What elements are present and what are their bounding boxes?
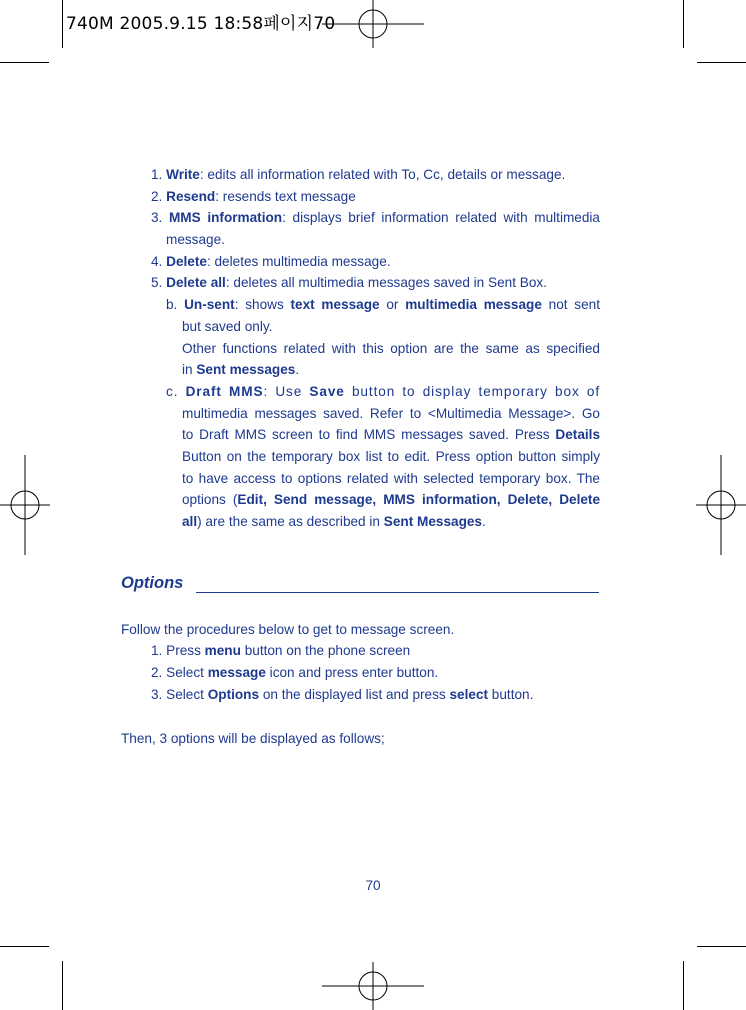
crop-mark [62,0,63,48]
registration-mark-right [696,455,746,555]
sub-item-draft-mms-line4: Button on the temporary box list to edit. Press option button simply [182,449,600,464]
procedure-step: 3. Select Options on the displayed list and press select button. [151,687,534,702]
registration-mark-left [0,455,50,555]
closing-text: Then, 3 options will be displayed as follows; [121,731,385,746]
crop-mark [697,62,746,63]
sub-item-un-sent-line4: in Sent messages. [182,362,300,377]
sub-item-draft-mms: c. Draft MMS: Use Save button to display temporary box of [166,384,600,399]
crop-mark [62,961,63,1010]
sub-item-draft-mms-line2: multimedia messages saved. Refer to <Multimedia Message>. Go [182,406,600,421]
procedure-step: 2. Select message icon and press enter button. [151,665,439,680]
options-heading: Options [121,574,184,592]
list-item-write: 1. Write: edits all information related with To, Cc, details or message. [151,167,566,182]
crop-mark [0,946,49,947]
procedure-intro: Follow the procedures below to get to message screen. [121,622,455,637]
crop-mark [683,0,684,48]
page-number: 70 [365,878,381,893]
list-item-delete: 4. Delete: deletes multimedia message. [151,254,391,269]
sub-item-draft-mms-line6: options (Edit, Send message, MMS information, Delete, Delete [182,492,600,507]
procedure-step: 1. Press menu button on the phone screen [151,643,411,658]
print-header: 740M 2005.9.15 18:58페이지70 [66,14,336,34]
sub-item-un-sent: b. Un-sent: shows text message or multimedia message not sent [166,297,600,312]
crop-mark [683,961,684,1010]
crop-mark [697,946,746,947]
heading-underline [196,592,599,593]
list-item-delete-all: 5. Delete all: deletes all multimedia messages saved in Sent Box. [151,275,547,290]
sub-item-un-sent-line3: Other functions related with this option are the same as specified [182,341,600,356]
list-item-mms-information: 3. MMS information: displays brief information related with multimedia [151,210,600,225]
crop-mark [0,62,49,63]
list-item-resend: 2. Resend: resends text message [151,189,356,204]
sub-item-draft-mms-line5: to have access to options related with selected temporary box. The [182,471,600,486]
sub-item-draft-mms-line3: to Draft MMS screen to find MMS messages saved. Press Details [182,427,600,442]
list-item-mms-information-cont: message. [166,232,225,247]
sub-item-un-sent-line2: but saved only. [182,319,273,334]
registration-mark-top [322,0,424,48]
sub-item-draft-mms-line7: all) are the same as described in Sent Messages. [182,514,486,529]
registration-mark-bottom [322,962,424,1010]
